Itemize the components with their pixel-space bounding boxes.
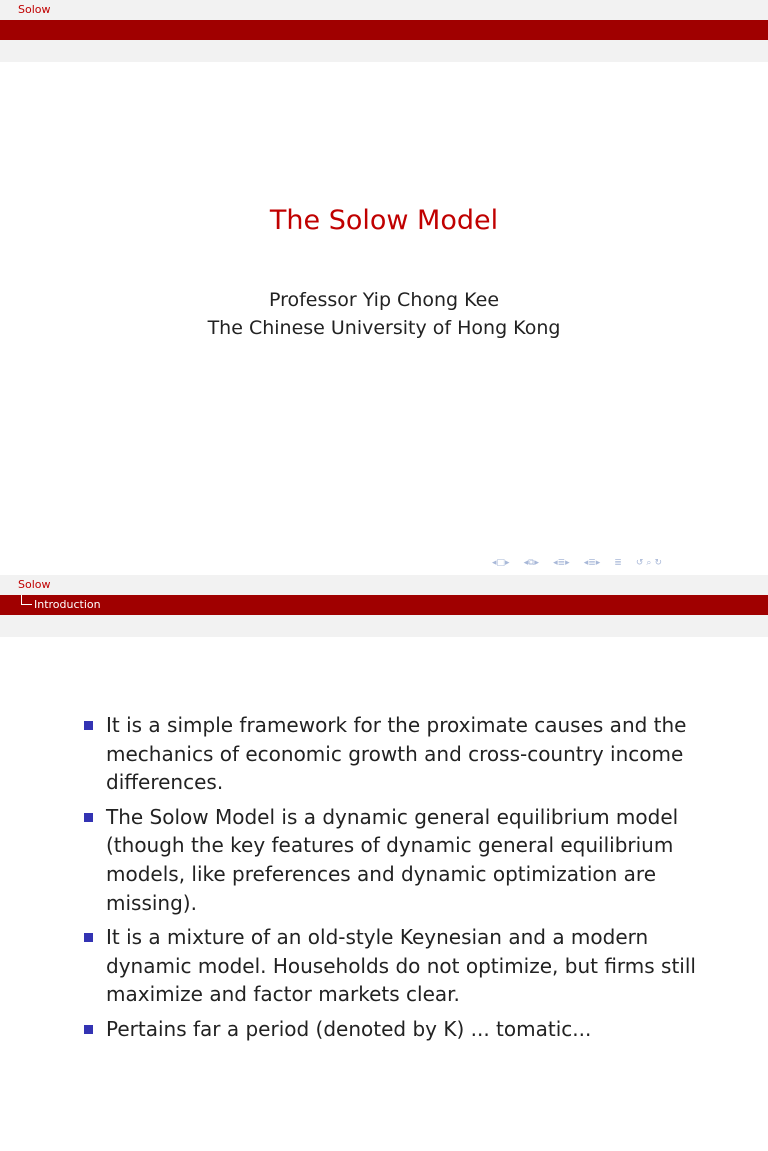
nav-frame-icon[interactable]: ⧉ [528,558,535,568]
tree-branch-icon [21,595,32,605]
subsection-bar [0,20,768,40]
nav-slide-icon[interactable]: □ [496,558,506,568]
frame-title-band [0,615,768,637]
bullet-list [84,711,704,1050]
slide-headline [0,575,768,595]
nav-subsection-icon[interactable]: ≣ [557,558,566,568]
bullet-text: It is a mixture of an old-style Keynesian and a modern dynamic model. Households do not optimize, but firms still maximize and factor markets clear. [106,925,696,1007]
presentation-title: The Solow Model [269,205,499,236]
nav-forward-icon[interactable]: ↻ [654,558,662,568]
section-title[interactable]: Solow [18,578,51,591]
bullet-text: The Solow Model is a dynamic general equilibrium model (though the key features of dynamic general equilibrium models, like preferences and dynamic optimization are missing). [106,804,679,915]
nav-back-icon[interactable]: ↺ [635,558,644,568]
frame-title-band [0,40,768,62]
list-item [84,803,704,917]
nav-next-section-icon[interactable]: ▸ [595,558,601,568]
nav-prev-section-icon[interactable]: ◂ [583,558,589,568]
nav-section-icon[interactable]: ≣ [588,558,596,568]
list-item [84,1015,704,1044]
nav-prev-frame-icon[interactable]: ◂ [523,558,529,568]
nav-document-icon[interactable]: ≣ [614,558,622,568]
square-bullet-icon [84,1025,93,1034]
subsection-bar [0,595,768,615]
square-bullet-icon [84,813,93,822]
nav-next-slide-icon[interactable]: ▸ [505,558,510,568]
square-bullet-icon [84,933,93,942]
institute-name: The Chinese University of Hong Kong [207,317,561,339]
introduction-slide [0,575,768,1151]
subsection-title[interactable]: Introduction [34,598,101,611]
nav-prev-subsection-icon[interactable]: ◂ [553,558,558,568]
author-name: Professor Yip Chong Kee [268,289,500,311]
bullet-text: Pertains far a period (denoted by K) ... tomatic... [106,1016,592,1041]
square-bullet-icon [84,721,93,730]
list-item [84,923,704,1009]
nav-prev-slide-icon[interactable]: ◂ [492,558,497,568]
bullet-text: It is a simple framework for the proximate causes and the mechanics of economic growth and cross-country income differences. [106,713,687,795]
nav-search-icon[interactable]: ⌕ [646,558,652,568]
list-item [84,711,704,797]
nav-next-frame-icon[interactable]: ▸ [534,558,540,568]
beamer-navigation-bar [492,556,662,570]
nav-next-subsection-icon[interactable]: ▸ [565,558,570,568]
slide-headline [0,0,768,20]
section-title[interactable]: Solow [18,3,51,16]
